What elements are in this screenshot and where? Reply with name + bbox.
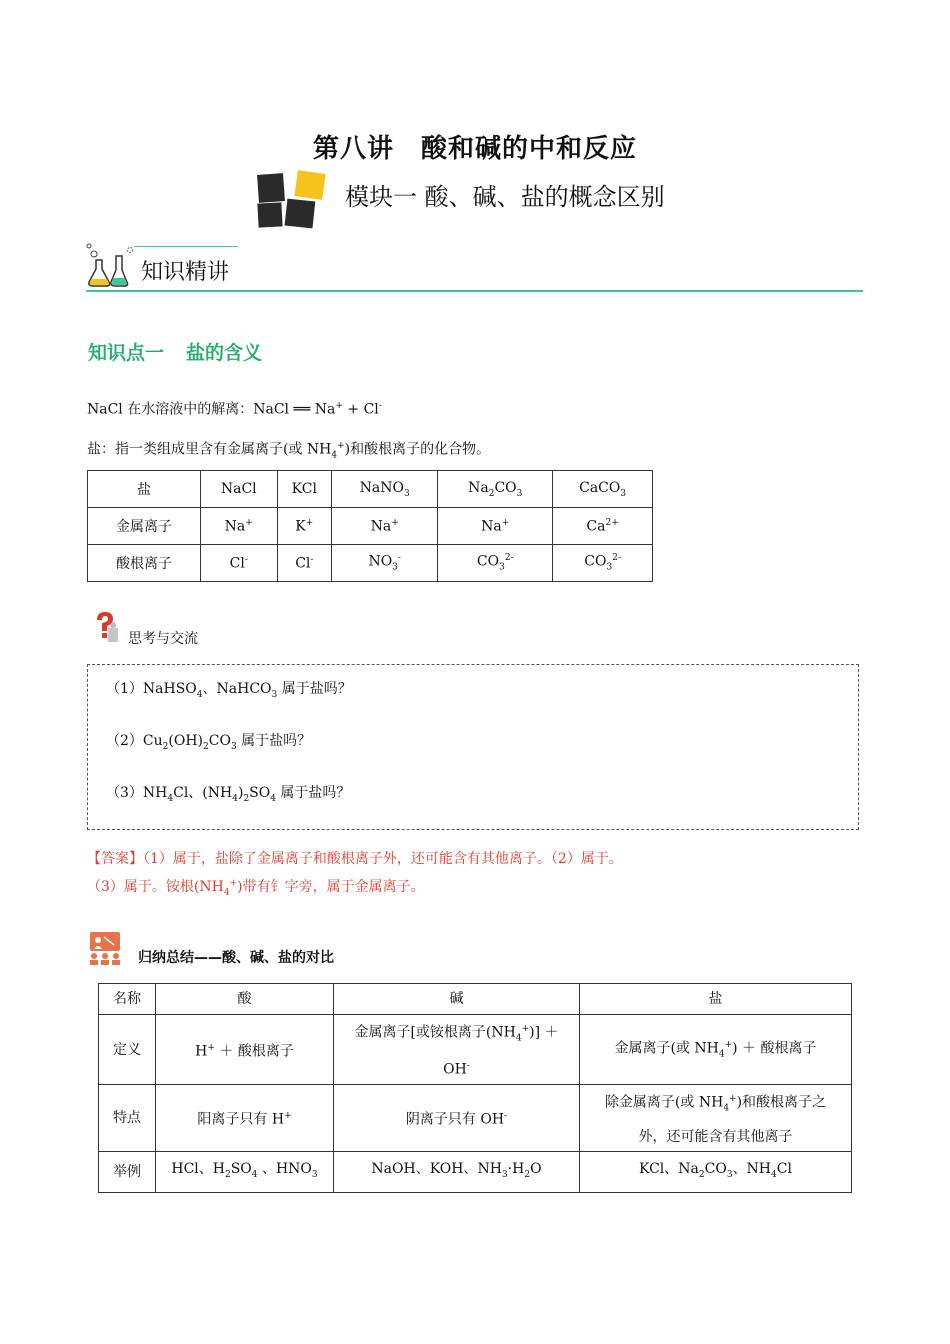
salt-definition: 盐：指一类组成里含有金属离子(或 $NH_4^+$)和酸根离子的化合物。 — [87, 441, 491, 461]
table-row — [88, 508, 653, 545]
teacher-board-icon — [88, 931, 122, 965]
row-header: 特点 — [99, 1085, 156, 1151]
table-cell: 阴离子只有 OH- — [334, 1085, 580, 1151]
row-header: 盐 — [88, 471, 201, 508]
table-row — [88, 471, 653, 508]
dissociation-line: NaCl 在水溶液中的解离：NaCl ══ Na+ + Cl- — [87, 401, 382, 418]
question-mark-icon — [88, 610, 122, 644]
table-row — [99, 1085, 852, 1151]
answer-line-2: （3）属于。铵根$(NH_4^+)$带有钅字旁，属于金属离子。 — [87, 878, 425, 898]
think-label: 思考与交流 — [128, 631, 198, 647]
table-cell: 金属离子(或 $NH_4^+$) ＋ 酸根离子 — [580, 1015, 852, 1085]
row-header: 酸根离子 — [88, 545, 201, 582]
table-row — [88, 545, 653, 582]
row-header: 金属离子 — [88, 508, 201, 545]
table-cell: KCl、$Na_2CO_3$、$NH_4Cl$ — [580, 1151, 852, 1192]
answer-tag: 【答案】 — [87, 851, 143, 867]
table-cell: NaNO$_3$ — [332, 471, 438, 508]
compare-table — [98, 983, 852, 1193]
table-cell: 除金属离子(或 $NH_4^+$)和酸根离子之 外，还可能含有其他离子 — [580, 1085, 852, 1151]
table-cell: $CO_3^{2-}$ — [553, 545, 653, 582]
question-3: $(3)NH_4Cl$、$(NH_4)_2SO_4$ 属于盐吗？ — [106, 785, 351, 804]
module-blocks-icon — [256, 170, 328, 230]
flask-icon — [86, 242, 136, 288]
table-cell: 金属离子[或铵根离子$(NH_4^+)$] ＋ OH- — [334, 1015, 580, 1085]
table-cell: Na+ — [332, 508, 438, 545]
table-cell: Cl- — [277, 545, 332, 582]
salt-table — [87, 470, 653, 582]
table-cell: NaCl — [201, 471, 278, 508]
table-cell: Cl- — [201, 545, 278, 582]
section-divider — [86, 290, 863, 292]
table-row — [99, 1015, 852, 1085]
page-title: 第八讲 酸和碱的中和反应 — [312, 134, 637, 164]
knowledge-point-title: 知识点一 盐的含义 — [88, 342, 263, 364]
table-cell: K+ — [277, 508, 332, 545]
table-cell: $Ca^{2+}$ — [553, 508, 653, 545]
module-title: 模块一 酸、碱、盐的概念区别 — [345, 183, 665, 211]
header-cell: 名称 — [99, 984, 156, 1015]
section-top-line — [134, 246, 238, 247]
table-cell: Na+ — [438, 508, 553, 545]
summary-title: 归纳总结——酸、碱、盐的对比 — [138, 950, 334, 966]
table-cell: $NO_3^-$ — [332, 545, 438, 582]
row-header: 举例 — [99, 1151, 156, 1192]
table-cell: HCl、$H_2SO_4$ 、$HNO_3$ — [156, 1151, 334, 1192]
table-cell: $Na_2CO_3$ — [438, 471, 553, 508]
table-cell: 阳离子只有 H+ — [156, 1085, 334, 1151]
section-title: 知识精讲 — [141, 260, 230, 285]
table-row — [99, 1151, 852, 1192]
header-cell: 碱 — [334, 984, 580, 1015]
table-cell: H+ ＋ 酸根离子 — [156, 1015, 334, 1085]
question-2: $(2)Cu_2(OH)_2CO_3$ 属于盐吗？ — [106, 733, 312, 752]
row-header: 定义 — [99, 1015, 156, 1085]
table-cell: Na+ — [201, 508, 278, 545]
answer-line-1: 【答案】（1）属于，盐除了金属离子和酸根离子外，还可能含有其他离子。（2）属于。 — [87, 851, 623, 867]
table-cell: KCl — [277, 471, 332, 508]
table-cell: NaOH、KOH、$NH_3\cdot H_2O$ — [334, 1151, 580, 1192]
table-row — [99, 984, 852, 1015]
question-1: （1）NaHSO$_4$、NaHCO$_3$ 属于盐吗？ — [106, 681, 352, 700]
header-cell: 酸 — [156, 984, 334, 1015]
table-cell: CaCO$_3$ — [553, 471, 653, 508]
table-cell: $CO_3^{2-}$ — [438, 545, 553, 582]
header-cell: 盐 — [580, 984, 852, 1015]
